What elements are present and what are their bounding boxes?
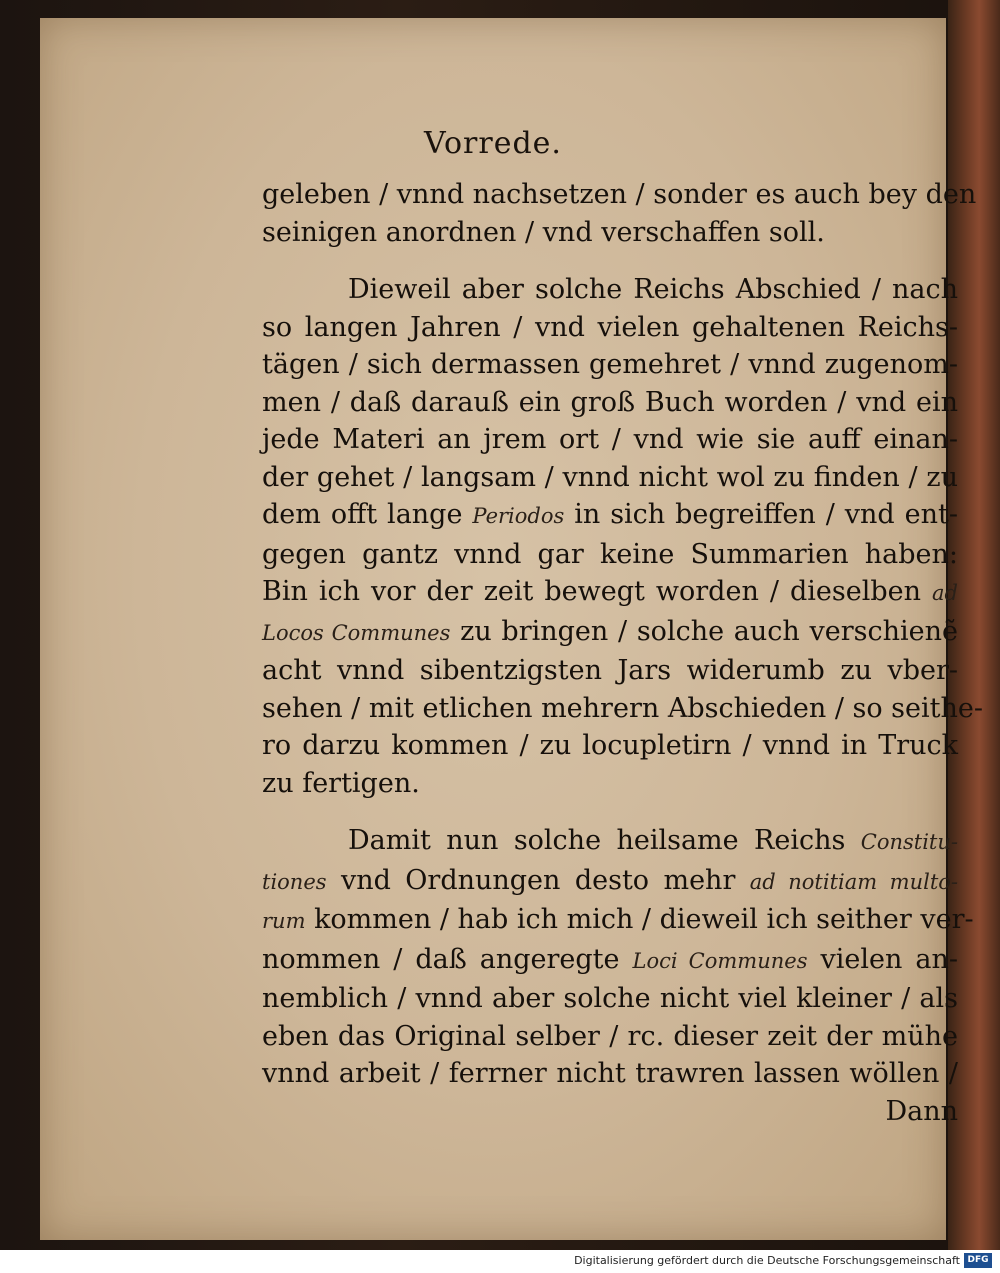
text-line: nemblich / vnnd aber solche nicht viel kleiner / als — [262, 983, 958, 1014]
text-line: vnnd arbeit / ferrner nicht trawren lassen wöllen / — [262, 1058, 958, 1089]
running-head: Vorrede. — [424, 126, 562, 161]
text-line: Bin ich vor der zeit bewegt worden / dieselben ad — [262, 576, 958, 607]
footer-bar — [0, 1250, 1000, 1273]
funding-notice: Digitalisierung gefördert durch die Deutsche Forschungsgemeinschaft — [574, 1254, 960, 1267]
text-line: men / daß darauß ein groß Buch worden / vnd ein — [262, 386, 958, 418]
text-line: der gehet / langsam / vnnd nicht wol zu finden / zu — [262, 461, 958, 493]
text-line: tägen / sich dermassen gemehret / vnnd zugenom- — [262, 349, 958, 380]
text-line: acht vnnd sibentzigsten Jars widerumb zu vber- — [262, 655, 958, 686]
text-line: sehen / mit etlichen mehrern Abschieden / so seithe- — [262, 692, 983, 724]
text-line: Dieweil aber solche Reichs Abschied / nach — [348, 274, 958, 305]
text-line: eben das Original selber / rc. dieser zeit der mühe — [262, 1020, 959, 1052]
text-line: Locos Communes zu bringen / solche auch verschienẽ — [262, 615, 958, 647]
text-line: nommen / daß angeregte Loci Communes vielen an- — [262, 943, 958, 975]
text-line: gegen gantz vnnd gar keine Summarien haben: — [262, 538, 958, 570]
text-line: rum kommen / hab ich mich / dieweil ich seither ver- — [262, 904, 974, 935]
dfg-logo: DFG — [964, 1253, 992, 1268]
text-line: geleben / vnnd nachsetzen / sonder es auch bey den — [262, 179, 977, 210]
text-line: ro darzu kommen / zu locupletirn / vnnd in Truck — [262, 730, 958, 761]
body-text — [262, 176, 983, 1130]
text-line: zu fertigen. — [262, 767, 420, 799]
text-line: tiones vnd Ordnungen desto mehr ad notitiam multo- — [262, 864, 958, 896]
catchword: Dann — [885, 1095, 958, 1127]
text-line: so langen Jahren / vnd vielen gehaltenen Reichs- — [262, 311, 958, 343]
text-line: seinigen anordnen / vnd verschaffen soll. — [262, 216, 825, 248]
text-line: dem offt lange Periodos in sich begreiffen / vnd ent- — [262, 499, 958, 530]
text-line: jede Materi an jrem ort / vnd wie sie auff einan- — [262, 424, 958, 455]
text-line: Damit nun solche heilsame Reichs Constitu- — [348, 825, 958, 856]
book-page — [40, 18, 983, 1240]
